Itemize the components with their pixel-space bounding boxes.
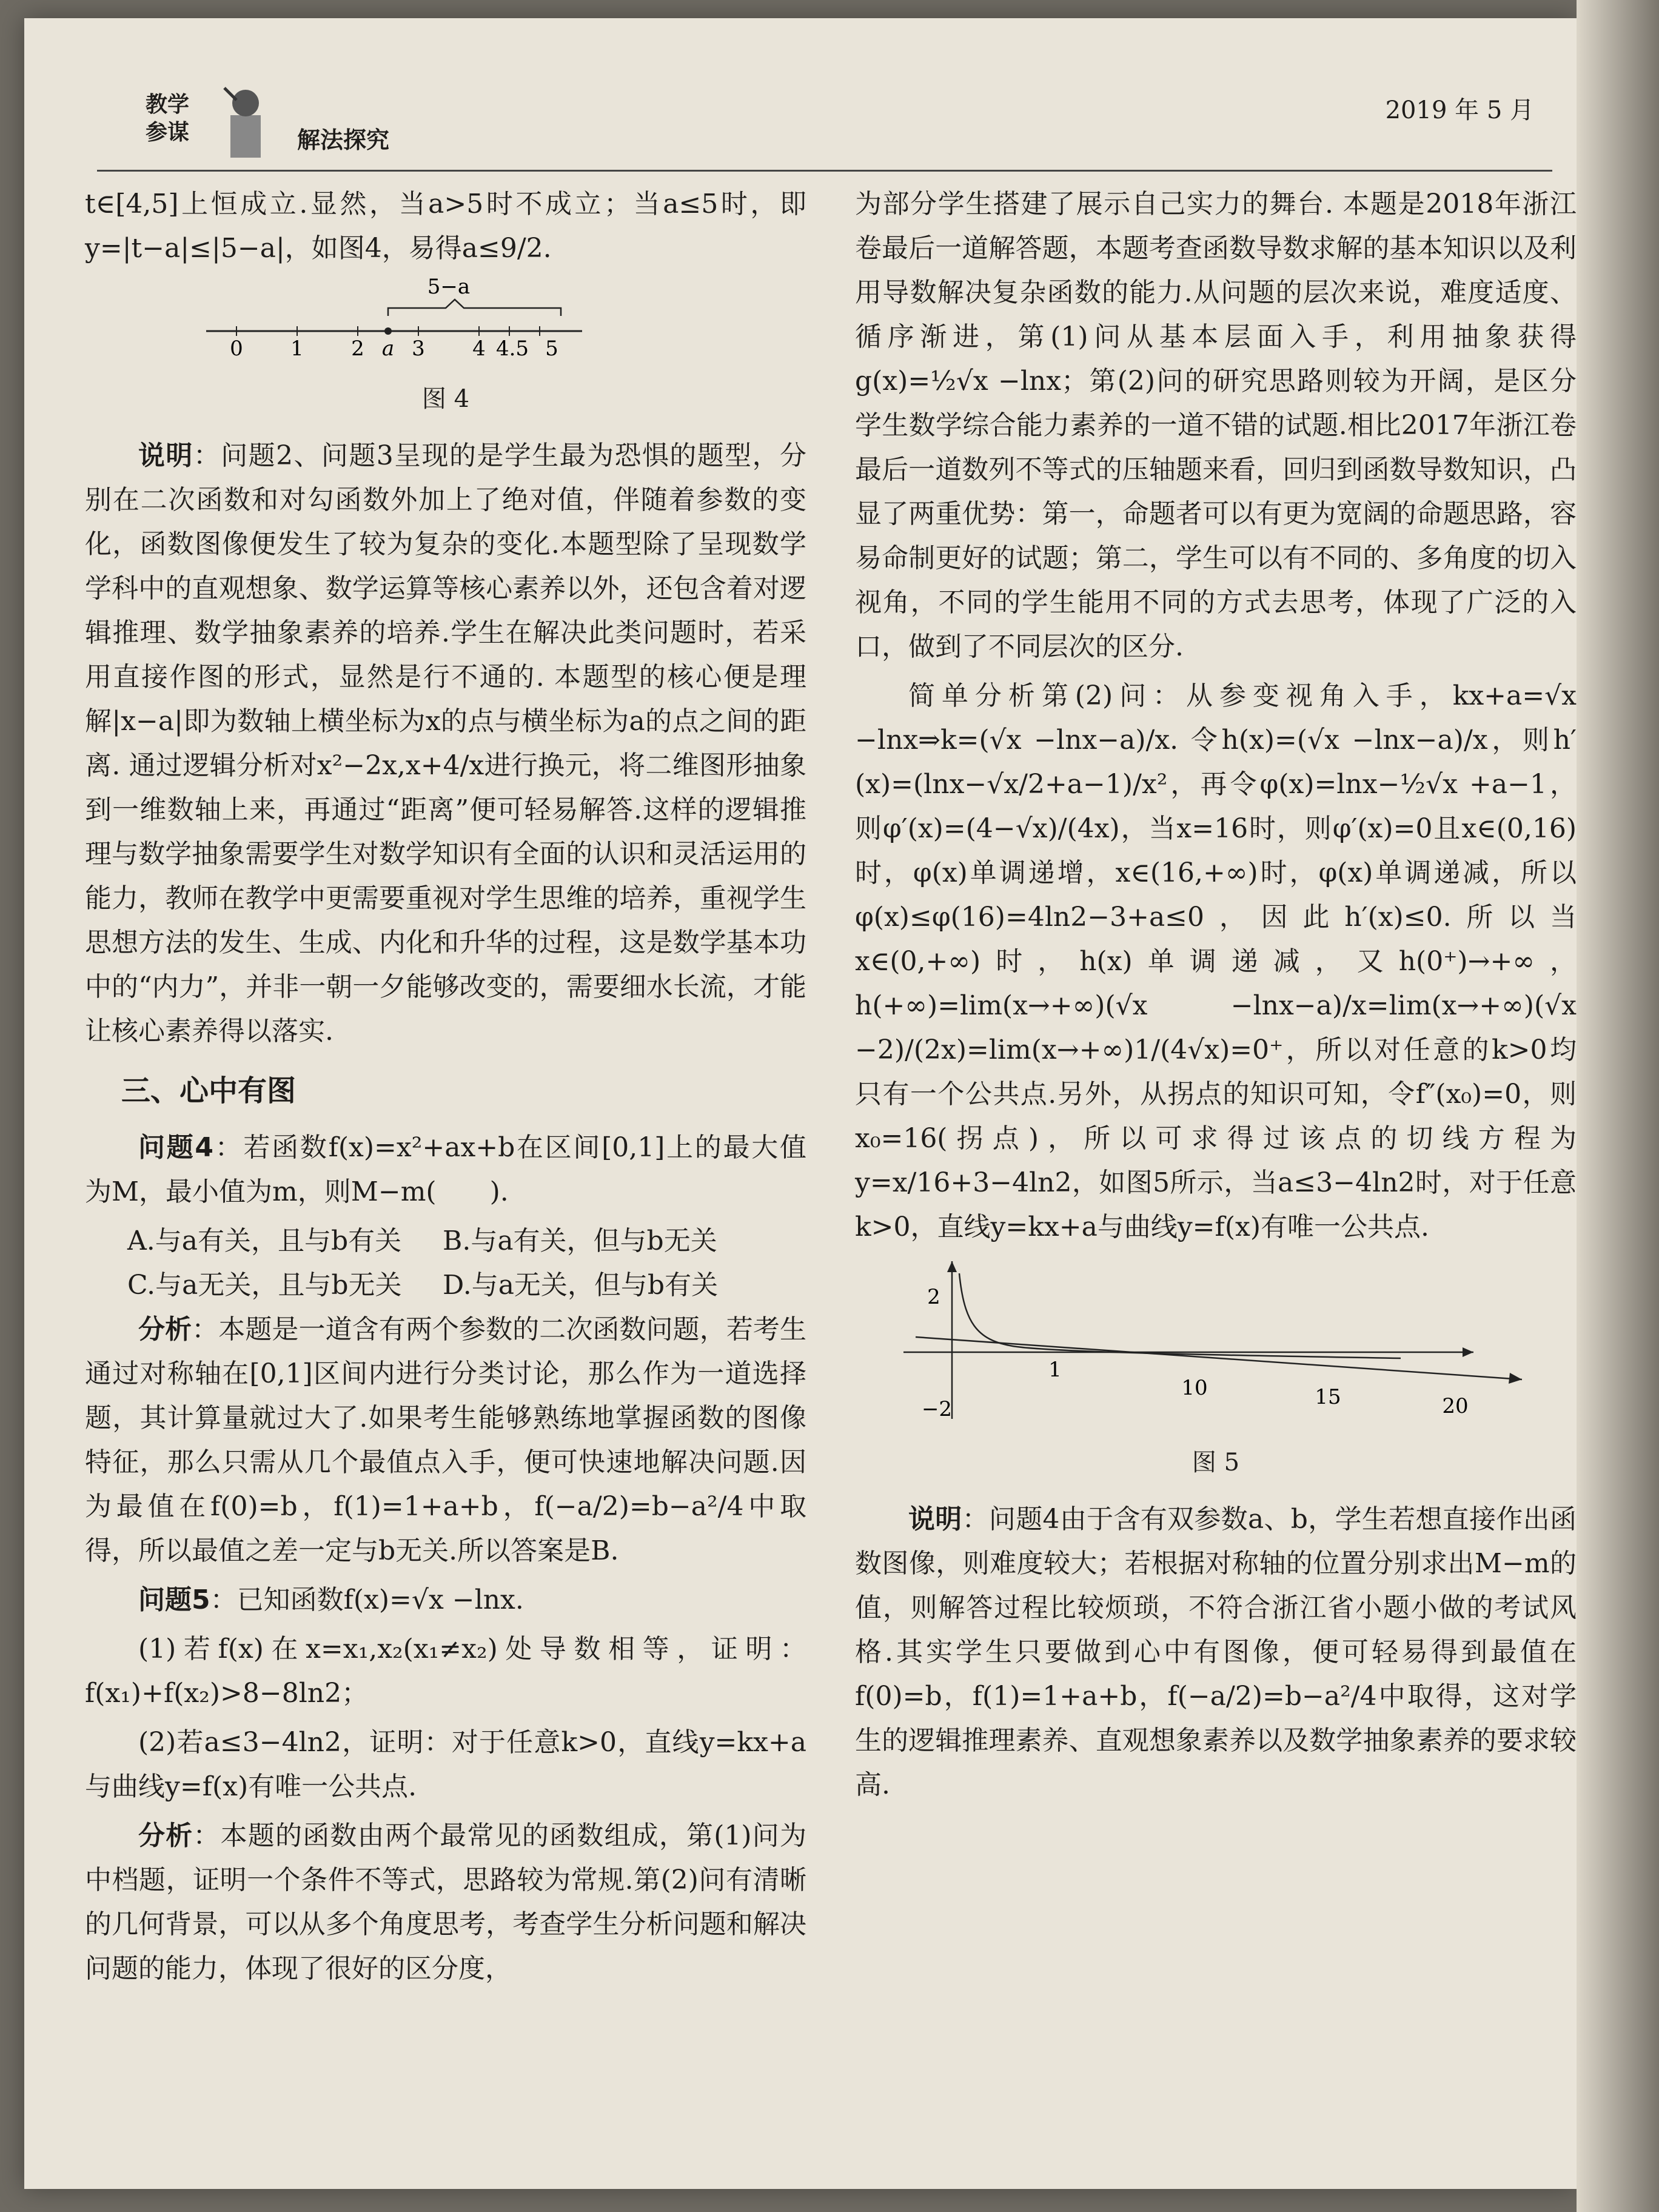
figure-5-caption: 图 5 bbox=[1191, 1449, 1240, 1476]
tick-label: a bbox=[381, 337, 395, 361]
tick-label: 4 bbox=[472, 337, 486, 361]
problem-5 bbox=[85, 1578, 806, 1622]
figure-4-caption: 图 4 bbox=[421, 385, 470, 413]
right-column bbox=[855, 182, 1577, 1812]
logo-figure-icon bbox=[212, 82, 279, 161]
x-tick-label: 15 bbox=[1315, 1385, 1341, 1409]
logo-line-2: 参谋 bbox=[146, 120, 190, 145]
options-row-1 bbox=[127, 1219, 806, 1263]
note-paragraph bbox=[85, 434, 806, 1053]
problem-4-label: 问题4 bbox=[138, 1132, 214, 1163]
analysis-label: 分析 bbox=[138, 1820, 193, 1851]
x-tick-label: 10 bbox=[1181, 1376, 1208, 1400]
section-name: 解法探究 bbox=[297, 127, 390, 153]
tick-label: 4.5 bbox=[495, 337, 529, 361]
note-label: 说明 bbox=[138, 440, 193, 471]
option-a: A.与a有关，且与b有关 bbox=[127, 1225, 402, 1256]
tick-label: 1 bbox=[290, 337, 304, 361]
option-d: D.与a无关，但与b有关 bbox=[443, 1270, 719, 1301]
note-text: ：问题4由于含有双参数a、b，学生若想直接作出函数图像，则难度较大；若根据对称轴的位置分别求出M−m的值，则解答过程比较烦琐，不符合浙江省小题小做的考试风格.其实学生只要做到心中有图像，便可轻易得到最值在f(0)=b，f(1)=1+a+b，f(−a/2)=b−a²/4中取得，这对学生的逻辑推理素养、直观想象素养以及数学抽象素养的要求较高. bbox=[855, 1504, 1577, 1800]
number-line-diagram bbox=[85, 276, 806, 361]
x-tick-label: 20 bbox=[1442, 1394, 1469, 1418]
paragraph-analysis-2: 简单分析第(2)问：从参变视角入手，kx+a=√x −lnx⇒k=(√x −lnx−a)/x. 令h(x)=(√x −lnx−a)/x，则h′(x)=(lnx−√x/2+a−1)/x²，再令φ(x)=lnx−½√x +a−1，则φ′(x)=(4−√x)/(4x)，当x=16时，则φ′(x)=0且x∈(0,16)时，φ(x)单调递增，x∈(16,+∞)时，φ(x)单调递减，所以φ(x)≤φ(16)=4ln2−3+a≤0，因此h′(x)≤0.所以当x∈(0,+∞)时，h(x)单调递减，又h(0⁺)→+∞，h(+∞)=lim(x→+∞)(√x −lnx−a)/x=lim(x→+∞)(√x −2)/(2x)=lim(x→+∞)1/(4√x)=0⁺，所以对任意的k>0均只有一个公共点.另外，从拐点的知识可知，令f″(x₀)=0，则x₀=16(拐点)，所以可求得过该点的切线方程为y=x/16+3−4ln2，如图5所示，当a≤3−4ln2时，对于任意k>0，直线y=kx+a与曲线y=f(x)有唯一公共点. bbox=[855, 680, 1577, 1242]
analysis-text: ：本题是一道含有两个参数的二次函数问题，若考生通过对称轴在[0,1]区间内进行分类讨论，那么作为一道选择题，其计算量就过大了.如果考生能够熟练地掌握函数的图像特征，那么只需从几个最值点入手，便可快速地解决问题.因为最值在f(0)=b，f(1)=1+a+b，f(−a/2)=b−a²/4中取得，所以最值之差一定与b无关.所以答案是B. bbox=[85, 1314, 807, 1566]
paragraph-continued: 为部分学生搭建了展示自己实力的舞台. 本题是2018年浙江卷最后一道解答题，本题考查函数导数求解的基本知识以及利用导数解决复杂函数的能力.从问题的层次来说，难度适度、循序渐进，第(1)问从基本层面入手，利用抽象获得g(x)=½√x −lnx；第(2)问的研究思路则较为开阔，是区分学生数学综合能力素养的一道不错的试题.相比2017年浙江卷最后一道数列不等式的压轴题来看，回归到函数导数知识，凸显了两重优势：第一，命题者可以有更为宽阔的命题思路，容易命制更好的试题；第二，学生可以有不同的、多角度的切入视角，不同的学生能用不同的方式去思考，体现了广泛的入口，做到了不同层次的区分. bbox=[855, 189, 1577, 662]
page-header bbox=[97, 79, 1552, 172]
section-title: 三、心中有图 bbox=[121, 1074, 297, 1108]
problem-5-part-2: (2)若a≤3−4ln2，证明：对于任意k>0，直线y=kx+a与曲线y=f(x)有唯一公共点. bbox=[85, 1727, 806, 1802]
analysis-text: ：本题的函数由两个最常见的函数组成，第(1)问为中档题，证明一个条件不等式，思路较为常规.第(2)问有清晰的几何背景，可以从多个角度思考，考查学生分析问题和解决问题的能力，体现了很好的区分度， bbox=[85, 1820, 806, 1984]
logo-line-1: 教学 bbox=[146, 92, 190, 117]
brace-label: 5−a bbox=[427, 276, 471, 299]
y-tick-label: 2 bbox=[927, 1285, 940, 1309]
figure-4 bbox=[85, 276, 806, 421]
note-label: 说明 bbox=[908, 1504, 962, 1535]
book-page bbox=[24, 18, 1577, 2189]
issue-date: 2019 年 5 月 bbox=[1385, 96, 1534, 124]
analysis-4 bbox=[85, 1307, 806, 1573]
analysis-label: 分析 bbox=[138, 1314, 192, 1345]
problem-5-text: ：已知函数f(x)=√x −lnx. bbox=[210, 1584, 524, 1615]
problem-5-label: 问题5 bbox=[138, 1584, 210, 1615]
left-column bbox=[85, 182, 806, 1996]
option-c: C.与a无关，且与b无关 bbox=[127, 1270, 402, 1301]
note-text: ：问题2、问题3呈现的是学生最为恐惧的题型，分别在二次函数和对勾函数外加上了绝对值，伴随着参数的变化，函数图像便发生了较为复杂的变化.本题型除了呈现数学学科中的直观想象、数学运算等核心素养以外，还包含着对逻辑推理、数学抽象素养的培养.学生在解决此类问题时，若采用直接作图的形式，显然是行不通的. 本题型的核心便是理解|x−a|即为数轴上横坐标为x的点与横坐标为a的点之间的距离. 通过逻辑分析对x²−2x,x+4/x进行换元，将二维图形抽象到一维数轴上来，再通过“距离”便可轻易解答.这样的逻辑推理与数学抽象需要学生对数学知识有全面的认识和灵活运用的能力，教师在教学中更需要重视对学生思维的培养，重视学生思想方法的发生、生成、内化和升华的过程，这是数学基本功中的“内力”，并非一朝一夕能够改变的，需要细水长流，才能让核心素养得以落实. bbox=[85, 440, 806, 1047]
figure-5 bbox=[855, 1255, 1577, 1485]
problem-5-part-1: (1)若f(x)在x=x₁,x₂(x₁≠x₂)处导数相等，证明：f(x₁)+f(x₂)>8−8ln2； bbox=[85, 1634, 806, 1709]
note-paragraph-2 bbox=[855, 1497, 1577, 1807]
tick-label: 2 bbox=[351, 337, 364, 361]
tick-label: 5 bbox=[545, 337, 558, 361]
analysis-5 bbox=[85, 1814, 806, 1991]
page-edge-shadow bbox=[1577, 0, 1659, 2212]
y-tick-label: −2 bbox=[921, 1397, 953, 1421]
journal-logo bbox=[146, 91, 206, 158]
problem-4-text: ：若函数f(x)=x²+ax+b在区间[0,1]上的最大值为M，最小值为m，则M−m( ). bbox=[85, 1132, 806, 1207]
paragraph-intro: t∈[4,5]上恒成立.显然，当a>5时不成立；当a≤5时，即y=|t−a|≤|5−a|，如图4，易得a≤9/2. bbox=[85, 189, 806, 264]
options-row-2 bbox=[127, 1263, 806, 1307]
tick-label: 3 bbox=[412, 337, 425, 361]
function-graph bbox=[855, 1255, 1577, 1425]
x-tick-label: 1 bbox=[1048, 1358, 1062, 1382]
tick-label: 0 bbox=[230, 337, 243, 361]
problem-4 bbox=[85, 1125, 806, 1214]
option-b: B.与a有关，但与b无关 bbox=[443, 1225, 717, 1256]
